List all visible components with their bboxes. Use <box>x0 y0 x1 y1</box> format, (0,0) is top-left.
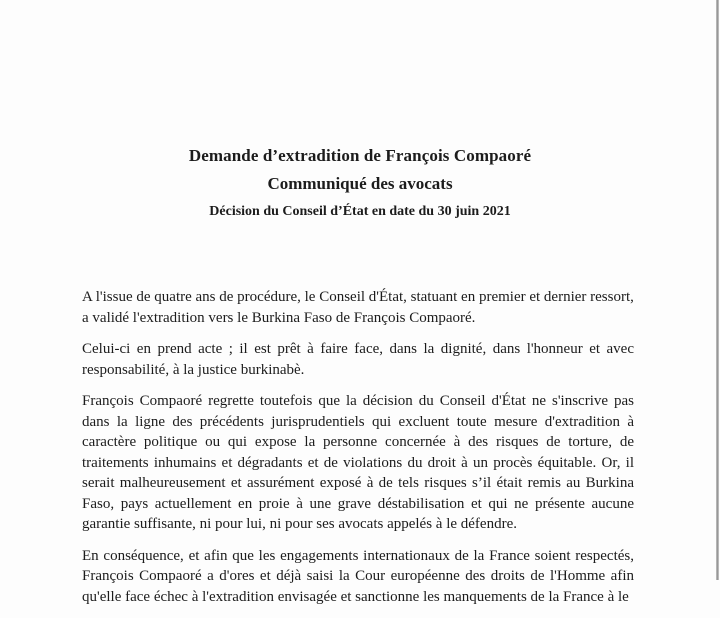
document-title: Demande d’extradition de François Compaoré <box>188 146 532 165</box>
paragraph-3: François Compaoré regrette toutefois que la décision du Conseil d'État ne s'inscrive pas dans la ligne des précédents jurisprudentiels qui excluent toute mesure d'extradition à caractère politique ou qui expose la personne concernée à des risques de torture, de traitements inhumains et dégradants et de violations du droit à un procès équitable. Or, il serait malheureusement et assurément exposé à de tels risques s’il était remis au Burkina Faso, pays actuellement en proie à une grave déstabilisation et qui ne présente aucune garantie suffisante, ni pour lui, ni pour ses avocats appelés à le défendre. <box>82 393 634 532</box>
paragraph-4: En conséquence, et afin que les engagements internationaux de la France soient respectés, François Compaoré a d'ores et déjà saisi la Cour européenne des droits de l'Homme afin qu'elle face échec à l'extradition envisagée et sanctionne les manquements de la France à le <box>82 547 634 605</box>
document-subtitle: Communiqué des avocats <box>267 174 453 193</box>
document-body <box>82 287 634 618</box>
paragraph-1: A l'issue de quatre ans de procédure, le Conseil d'État, statuant en premier et dernier ressort, a validé l'extradition vers le Burkina Faso de François Compaoré. <box>82 289 634 326</box>
page-edge-shadow <box>716 0 719 580</box>
paragraph-2: Celui-ci en prend acte ; il est prêt à faire face, dans la dignité, dans l'honneur et avec responsabilité, à la justice burkinabè. <box>82 341 634 378</box>
decision-line: Décision du Conseil d’État en date du 30 juin 2021 <box>209 204 511 219</box>
document-header <box>0 146 720 221</box>
